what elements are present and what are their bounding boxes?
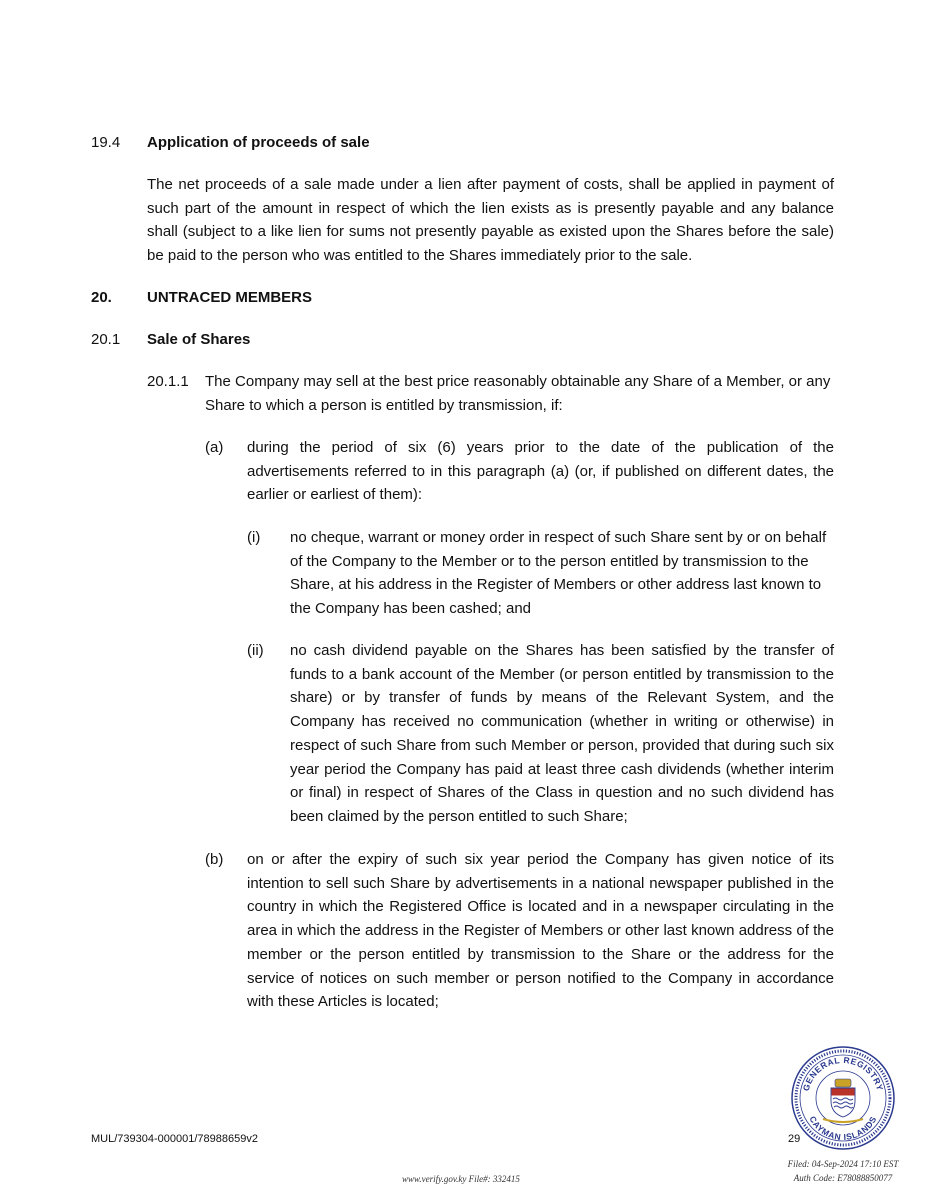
footer-document-reference: MUL/739304-000001/78988659v2 xyxy=(91,1133,258,1145)
verify-url: www.verify.gov.ky File#: 332415 xyxy=(402,1174,520,1184)
section-20-1-title: Sale of Shares xyxy=(147,331,251,348)
seal-top-text: GENERAL REGISTRY xyxy=(800,1054,886,1093)
para-b-body: on or after the expiry of such six year period the Company has given notice of its intention to sell such Share by advertisements in a national newspaper published in the country in which the Registered Office is located and in a newspaper circulating in the area in which the address in the Register of Members or other last known address of the member or the person entitled by transmission to the Share or the address for the service of notices on such member or person notified to the Company in accordance with these Articles is located; xyxy=(247,851,834,1011)
page-number: 29 xyxy=(788,1133,801,1145)
section-20-1-1-number: 20.1.1 xyxy=(147,373,189,390)
para-i-body: no cheque, warrant or money order in respect of such Share sent by or on behalf of the Company to the Member or to the person entitled by transmission to the Share, at his address in the Register of Members or other address last known to the Company has been cashed; and xyxy=(290,529,827,618)
section-19-4-title: Application of proceeds of sale xyxy=(147,134,370,151)
para-a-body: during the period of six (6) years prior to the date of the publication of the advertisements referred to in this paragraph (a) (or, if published on different dates, the earlier or earliest of them): xyxy=(247,439,834,504)
filing-stamp xyxy=(783,1157,903,1185)
section-20-1-1-body: The Company may sell at the best price reasonably obtainable any Share of a Member, or any Share to which a person is entitled by transmission, if: xyxy=(205,373,831,414)
para-ii-label: (ii) xyxy=(247,642,264,659)
section-20-number: 20. xyxy=(91,289,112,306)
section-19-4-body: The net proceeds of a sale made under a lien after payment of costs, shall be applied in payment of such part of the amount in respect of which the lien exists as is presently payable and any balance shall (subject to a like lien for sums not presently payable as existed upon the Shares before the sale) be paid to the person who was entitled to the Shares immediately prior to the sale. xyxy=(147,176,834,265)
seal-bottom-text: CAYMAN ISLANDS xyxy=(807,1114,879,1143)
auth-code: Auth Code: E78088850077 xyxy=(793,1173,893,1183)
section-20-title: UNTRACED MEMBERS xyxy=(147,289,312,306)
filed-date: Filed: 04-Sep-2024 17:10 EST xyxy=(787,1159,899,1169)
para-a-label: (a) xyxy=(205,439,224,456)
section-20-1-number: 20.1 xyxy=(91,331,121,348)
para-ii-body: no cash dividend payable on the Shares has been satisfied by the transfer of funds to a bank account of the Member (or person entitled by transmission to the share) or by transfer of funds by means of the Relevant System, and the Company has received no communication (whether in writing or otherwise) in respect of such Share from such Member or person, provided that during such six year period the Company has paid at least three cash dividends (whether interim or final) in respect of Shares of the Class in question and no such dividend has been claimed by the person entitled to such Share; xyxy=(290,642,834,825)
para-i-label: (i) xyxy=(247,529,261,546)
general-registry-seal-icon xyxy=(790,1045,896,1151)
section-19-4-number: 19.4 xyxy=(91,134,121,151)
para-b-label: (b) xyxy=(205,851,224,868)
